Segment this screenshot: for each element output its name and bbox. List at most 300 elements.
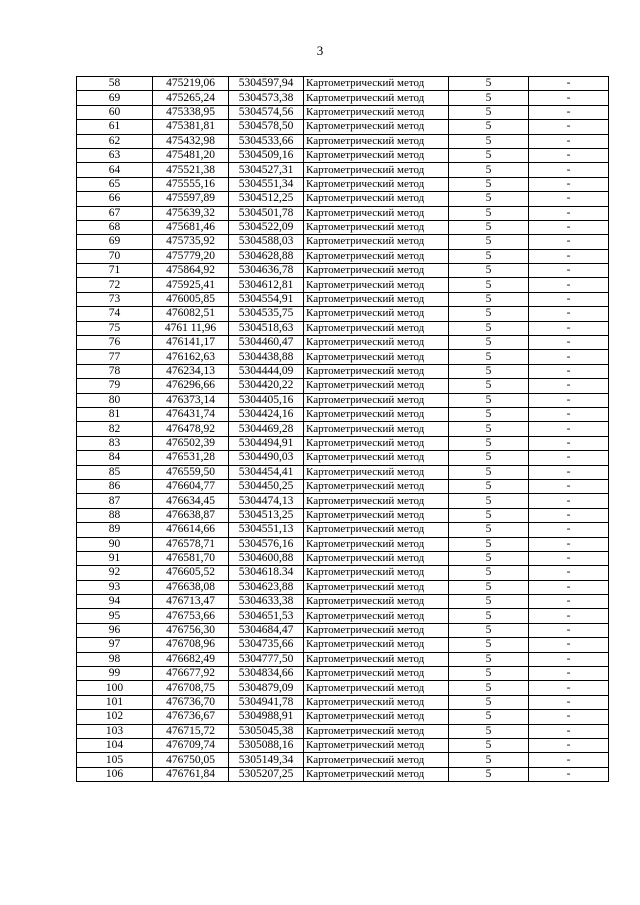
accuracy-cell: 5	[449, 292, 529, 306]
x-coordinate-cell: 475597,89	[153, 192, 229, 206]
method-cell: Картометрический метод	[304, 724, 449, 738]
y-coordinate-cell: 5305207,25	[229, 767, 304, 781]
accuracy-cell: 5	[449, 77, 529, 91]
y-coordinate-cell: 5304438,88	[229, 350, 304, 364]
y-coordinate-cell: 5304879,09	[229, 681, 304, 695]
extra-cell: -	[529, 523, 609, 537]
y-coordinate-cell: 5304424,16	[229, 407, 304, 421]
point-number-cell: 61	[77, 120, 153, 134]
method-cell: Картометрический метод	[304, 494, 449, 508]
x-coordinate-cell: 476614,66	[153, 523, 229, 537]
y-coordinate-cell: 5304501,78	[229, 206, 304, 220]
table-row	[77, 134, 609, 148]
point-number-cell: 104	[77, 738, 153, 752]
table-row	[77, 77, 609, 91]
table-row	[77, 681, 609, 695]
table-row	[77, 105, 609, 119]
table-row	[77, 623, 609, 637]
table-row	[77, 667, 609, 681]
extra-cell: -	[529, 724, 609, 738]
extra-cell: -	[529, 595, 609, 609]
y-coordinate-cell: 5305149,34	[229, 753, 304, 767]
accuracy-cell: 5	[449, 451, 529, 465]
y-coordinate-cell: 5304405,16	[229, 393, 304, 407]
extra-cell: -	[529, 609, 609, 623]
extra-cell: -	[529, 220, 609, 234]
accuracy-cell: 5	[449, 595, 529, 609]
y-coordinate-cell: 5304623,88	[229, 580, 304, 594]
accuracy-cell: 5	[449, 220, 529, 234]
extra-cell: -	[529, 364, 609, 378]
accuracy-cell: 5	[449, 710, 529, 724]
accuracy-cell: 5	[449, 479, 529, 493]
table-row	[77, 638, 609, 652]
extra-cell: -	[529, 91, 609, 105]
extra-cell: -	[529, 638, 609, 652]
extra-cell: -	[529, 479, 609, 493]
accuracy-cell: 5	[449, 465, 529, 479]
point-number-cell: 64	[77, 163, 153, 177]
point-number-cell: 99	[77, 667, 153, 681]
table-row	[77, 652, 609, 666]
x-coordinate-cell: 476753,66	[153, 609, 229, 623]
extra-cell: -	[529, 667, 609, 681]
x-coordinate-cell: 476605,52	[153, 566, 229, 580]
x-coordinate-cell: 476373,14	[153, 393, 229, 407]
table-row	[77, 422, 609, 436]
method-cell: Картометрический метод	[304, 551, 449, 565]
point-number-cell: 79	[77, 379, 153, 393]
y-coordinate-cell: 5304612,81	[229, 278, 304, 292]
method-cell: Картометрический метод	[304, 393, 449, 407]
y-coordinate-cell: 5304551,13	[229, 523, 304, 537]
table-row	[77, 235, 609, 249]
y-coordinate-cell: 5304450,25	[229, 479, 304, 493]
x-coordinate-cell: 476082,51	[153, 307, 229, 321]
accuracy-cell: 5	[449, 264, 529, 278]
x-coordinate-cell: 475681,46	[153, 220, 229, 234]
point-number-cell: 80	[77, 393, 153, 407]
method-cell: Картометрический метод	[304, 695, 449, 709]
y-coordinate-cell: 5304735,66	[229, 638, 304, 652]
extra-cell: -	[529, 134, 609, 148]
accuracy-cell: 5	[449, 767, 529, 781]
method-cell: Картометрический метод	[304, 652, 449, 666]
x-coordinate-cell: 476634,45	[153, 494, 229, 508]
point-number-cell: 65	[77, 177, 153, 191]
x-coordinate-cell: 476715,72	[153, 724, 229, 738]
table-row	[77, 307, 609, 321]
x-coordinate-cell: 476750,05	[153, 753, 229, 767]
table-row	[77, 336, 609, 350]
x-coordinate-cell: 476713,47	[153, 595, 229, 609]
extra-cell: -	[529, 206, 609, 220]
accuracy-cell: 5	[449, 724, 529, 738]
point-number-cell: 95	[77, 609, 153, 623]
y-coordinate-cell: 5304834,66	[229, 667, 304, 681]
method-cell: Картометрический метод	[304, 479, 449, 493]
table-row	[77, 350, 609, 364]
table-row	[77, 465, 609, 479]
table-row	[77, 595, 609, 609]
method-cell: Картометрический метод	[304, 609, 449, 623]
accuracy-cell: 5	[449, 307, 529, 321]
accuracy-cell: 5	[449, 508, 529, 522]
extra-cell: -	[529, 508, 609, 522]
y-coordinate-cell: 5304522,09	[229, 220, 304, 234]
point-number-cell: 72	[77, 278, 153, 292]
point-number-cell: 98	[77, 652, 153, 666]
table-row	[77, 364, 609, 378]
accuracy-cell: 5	[449, 249, 529, 263]
extra-cell: -	[529, 336, 609, 350]
method-cell: Картометрический метод	[304, 249, 449, 263]
accuracy-cell: 5	[449, 580, 529, 594]
accuracy-cell: 5	[449, 177, 529, 191]
x-coordinate-cell: 476581,70	[153, 551, 229, 565]
method-cell: Картометрический метод	[304, 148, 449, 162]
point-number-cell: 69	[77, 91, 153, 105]
extra-cell: -	[529, 307, 609, 321]
y-coordinate-cell: 5304554,91	[229, 292, 304, 306]
y-coordinate-cell: 5304600,88	[229, 551, 304, 565]
method-cell: Картометрический метод	[304, 350, 449, 364]
x-coordinate-cell: 476578,71	[153, 537, 229, 551]
method-cell: Картометрический метод	[304, 753, 449, 767]
method-cell: Картометрический метод	[304, 177, 449, 191]
y-coordinate-cell: 5304533,66	[229, 134, 304, 148]
point-number-cell: 87	[77, 494, 153, 508]
method-cell: Картометрический метод	[304, 307, 449, 321]
extra-cell: -	[529, 551, 609, 565]
x-coordinate-cell: 476709,74	[153, 738, 229, 752]
point-number-cell: 105	[77, 753, 153, 767]
y-coordinate-cell: 5304454,41	[229, 465, 304, 479]
table-row	[77, 220, 609, 234]
y-coordinate-cell: 5304684,47	[229, 623, 304, 637]
x-coordinate-cell: 476502,39	[153, 436, 229, 450]
table-row	[77, 537, 609, 551]
y-coordinate-cell: 5304588,03	[229, 235, 304, 249]
coordinates-table	[76, 76, 609, 782]
method-cell: Картометрический метод	[304, 264, 449, 278]
x-coordinate-cell: 476736,70	[153, 695, 229, 709]
accuracy-cell: 5	[449, 278, 529, 292]
extra-cell: -	[529, 422, 609, 436]
method-cell: Картометрический метод	[304, 436, 449, 450]
x-coordinate-cell: 475864,92	[153, 264, 229, 278]
method-cell: Картометрический метод	[304, 638, 449, 652]
y-coordinate-cell: 5304578,50	[229, 120, 304, 134]
accuracy-cell: 5	[449, 681, 529, 695]
y-coordinate-cell: 5304513,25	[229, 508, 304, 522]
extra-cell: -	[529, 566, 609, 580]
table-row	[77, 148, 609, 162]
method-cell: Картометрический метод	[304, 407, 449, 421]
point-number-cell: 97	[77, 638, 153, 652]
accuracy-cell: 5	[449, 609, 529, 623]
method-cell: Картометрический метод	[304, 278, 449, 292]
accuracy-cell: 5	[449, 494, 529, 508]
y-coordinate-cell: 5304494,91	[229, 436, 304, 450]
x-coordinate-cell: 475639,32	[153, 206, 229, 220]
point-number-cell: 68	[77, 220, 153, 234]
extra-cell: -	[529, 148, 609, 162]
accuracy-cell: 5	[449, 134, 529, 148]
accuracy-cell: 5	[449, 551, 529, 565]
table-row	[77, 249, 609, 263]
accuracy-cell: 5	[449, 436, 529, 450]
method-cell: Картометрический метод	[304, 508, 449, 522]
table-row	[77, 753, 609, 767]
extra-cell: -	[529, 753, 609, 767]
x-coordinate-cell: 476682,49	[153, 652, 229, 666]
method-cell: Картометрический метод	[304, 120, 449, 134]
extra-cell: -	[529, 738, 609, 752]
y-coordinate-cell: 5304777,50	[229, 652, 304, 666]
extra-cell: -	[529, 120, 609, 134]
table-row	[77, 566, 609, 580]
extra-cell: -	[529, 249, 609, 263]
method-cell: Картометрический метод	[304, 767, 449, 781]
extra-cell: -	[529, 623, 609, 637]
extra-cell: -	[529, 321, 609, 335]
method-cell: Картометрический метод	[304, 710, 449, 724]
y-coordinate-cell: 5304633,38	[229, 595, 304, 609]
accuracy-cell: 5	[449, 379, 529, 393]
y-coordinate-cell: 5304597,94	[229, 77, 304, 91]
table-row	[77, 551, 609, 565]
extra-cell: -	[529, 767, 609, 781]
method-cell: Картометрический метод	[304, 738, 449, 752]
method-cell: Картометрический метод	[304, 379, 449, 393]
point-number-cell: 63	[77, 148, 153, 162]
x-coordinate-cell: 475381,81	[153, 120, 229, 134]
table-row	[77, 710, 609, 724]
x-coordinate-cell: 476559,50	[153, 465, 229, 479]
x-coordinate-cell: 476756,30	[153, 623, 229, 637]
y-coordinate-cell: 5304628,88	[229, 249, 304, 263]
point-number-cell: 85	[77, 465, 153, 479]
table-row	[77, 91, 609, 105]
table-row	[77, 523, 609, 537]
accuracy-cell: 5	[449, 321, 529, 335]
table-row	[77, 767, 609, 781]
point-number-cell: 66	[77, 192, 153, 206]
extra-cell: -	[529, 465, 609, 479]
accuracy-cell: 5	[449, 667, 529, 681]
method-cell: Картометрический метод	[304, 206, 449, 220]
accuracy-cell: 5	[449, 393, 529, 407]
extra-cell: -	[529, 192, 609, 206]
method-cell: Картометрический метод	[304, 77, 449, 91]
y-coordinate-cell: 5304535,75	[229, 307, 304, 321]
x-coordinate-cell: 476296,66	[153, 379, 229, 393]
point-number-cell: 86	[77, 479, 153, 493]
accuracy-cell: 5	[449, 120, 529, 134]
method-cell: Картометрический метод	[304, 566, 449, 580]
x-coordinate-cell: 475521,38	[153, 163, 229, 177]
x-coordinate-cell: 476638,87	[153, 508, 229, 522]
point-number-cell: 77	[77, 350, 153, 364]
x-coordinate-cell: 476478,92	[153, 422, 229, 436]
table-row	[77, 479, 609, 493]
y-coordinate-cell: 5304636,78	[229, 264, 304, 278]
point-number-cell: 75	[77, 321, 153, 335]
point-number-cell: 81	[77, 407, 153, 421]
table-row	[77, 609, 609, 623]
table-row	[77, 695, 609, 709]
method-cell: Картометрический метод	[304, 451, 449, 465]
point-number-cell: 73	[77, 292, 153, 306]
extra-cell: -	[529, 177, 609, 191]
table-row	[77, 379, 609, 393]
x-coordinate-cell: 476141,17	[153, 336, 229, 350]
point-number-cell: 89	[77, 523, 153, 537]
method-cell: Картометрический метод	[304, 422, 449, 436]
accuracy-cell: 5	[449, 336, 529, 350]
table-row	[77, 407, 609, 421]
y-coordinate-cell: 5304509,16	[229, 148, 304, 162]
y-coordinate-cell: 5304460,47	[229, 336, 304, 350]
extra-cell: -	[529, 407, 609, 421]
y-coordinate-cell: 5304420,22	[229, 379, 304, 393]
extra-cell: -	[529, 292, 609, 306]
method-cell: Картометрический метод	[304, 134, 449, 148]
y-coordinate-cell: 5304469,28	[229, 422, 304, 436]
x-coordinate-cell: 475925,41	[153, 278, 229, 292]
y-coordinate-cell: 5304444,09	[229, 364, 304, 378]
accuracy-cell: 5	[449, 537, 529, 551]
page-number: 3	[316, 43, 324, 58]
y-coordinate-cell: 5304551,34	[229, 177, 304, 191]
point-number-cell: 88	[77, 508, 153, 522]
method-cell: Картометрический метод	[304, 163, 449, 177]
method-cell: Картометрический метод	[304, 91, 449, 105]
x-coordinate-cell: 476531,28	[153, 451, 229, 465]
method-cell: Картометрический метод	[304, 537, 449, 551]
accuracy-cell: 5	[449, 422, 529, 436]
extra-cell: -	[529, 235, 609, 249]
y-coordinate-cell: 5304474,13	[229, 494, 304, 508]
x-coordinate-cell: 4761 11,96	[153, 321, 229, 335]
point-number-cell: 102	[77, 710, 153, 724]
extra-cell: -	[529, 695, 609, 709]
accuracy-cell: 5	[449, 206, 529, 220]
table-row	[77, 508, 609, 522]
accuracy-cell: 5	[449, 652, 529, 666]
y-coordinate-cell: 5305045,38	[229, 724, 304, 738]
y-coordinate-cell: 5304941,78	[229, 695, 304, 709]
point-number-cell: 70	[77, 249, 153, 263]
extra-cell: -	[529, 350, 609, 364]
point-number-cell: 74	[77, 307, 153, 321]
method-cell: Картометрический метод	[304, 105, 449, 119]
table-row	[77, 120, 609, 134]
x-coordinate-cell: 475432,98	[153, 134, 229, 148]
point-number-cell: 100	[77, 681, 153, 695]
point-number-cell: 106	[77, 767, 153, 781]
extra-cell: -	[529, 710, 609, 724]
method-cell: Картометрический метод	[304, 623, 449, 637]
x-coordinate-cell: 475735,92	[153, 235, 229, 249]
point-number-cell: 91	[77, 551, 153, 565]
table-row	[77, 393, 609, 407]
x-coordinate-cell: 476761,84	[153, 767, 229, 781]
table-body	[77, 77, 609, 782]
point-number-cell: 93	[77, 580, 153, 594]
point-number-cell: 60	[77, 105, 153, 119]
point-number-cell: 92	[77, 566, 153, 580]
extra-cell: -	[529, 681, 609, 695]
accuracy-cell: 5	[449, 407, 529, 421]
extra-cell: -	[529, 379, 609, 393]
x-coordinate-cell: 476162,63	[153, 350, 229, 364]
accuracy-cell: 5	[449, 235, 529, 249]
accuracy-cell: 5	[449, 350, 529, 364]
accuracy-cell: 5	[449, 105, 529, 119]
table-row	[77, 192, 609, 206]
method-cell: Картометрический метод	[304, 580, 449, 594]
extra-cell: -	[529, 105, 609, 119]
table-row	[77, 436, 609, 450]
point-number-cell: 67	[77, 206, 153, 220]
point-number-cell: 90	[77, 537, 153, 551]
method-cell: Картометрический метод	[304, 292, 449, 306]
x-coordinate-cell: 476677,92	[153, 667, 229, 681]
point-number-cell: 58	[77, 77, 153, 91]
point-number-cell: 78	[77, 364, 153, 378]
table-row	[77, 264, 609, 278]
y-coordinate-cell: 5305088,16	[229, 738, 304, 752]
y-coordinate-cell: 5304573,38	[229, 91, 304, 105]
accuracy-cell: 5	[449, 163, 529, 177]
accuracy-cell: 5	[449, 148, 529, 162]
accuracy-cell: 5	[449, 695, 529, 709]
x-coordinate-cell: 475338,95	[153, 105, 229, 119]
x-coordinate-cell: 475481,20	[153, 148, 229, 162]
accuracy-cell: 5	[449, 566, 529, 580]
table-row	[77, 580, 609, 594]
method-cell: Картометрический метод	[304, 667, 449, 681]
method-cell: Картометрический метод	[304, 465, 449, 479]
point-number-cell: 94	[77, 595, 153, 609]
point-number-cell: 76	[77, 336, 153, 350]
accuracy-cell: 5	[449, 623, 529, 637]
point-number-cell: 83	[77, 436, 153, 450]
x-coordinate-cell: 475265,24	[153, 91, 229, 105]
extra-cell: -	[529, 163, 609, 177]
point-number-cell: 84	[77, 451, 153, 465]
x-coordinate-cell: 476005,85	[153, 292, 229, 306]
extra-cell: -	[529, 77, 609, 91]
x-coordinate-cell: 476431,74	[153, 407, 229, 421]
table-row	[77, 163, 609, 177]
x-coordinate-cell: 476708,75	[153, 681, 229, 695]
method-cell: Картометрический метод	[304, 192, 449, 206]
method-cell: Картометрический метод	[304, 336, 449, 350]
extra-cell: -	[529, 652, 609, 666]
x-coordinate-cell: 475779,20	[153, 249, 229, 263]
y-coordinate-cell: 5304490,03	[229, 451, 304, 465]
x-coordinate-cell: 476708,96	[153, 638, 229, 652]
y-coordinate-cell: 5304618.34	[229, 566, 304, 580]
method-cell: Картометрический метод	[304, 523, 449, 537]
y-coordinate-cell: 5304988,91	[229, 710, 304, 724]
y-coordinate-cell: 5304518,63	[229, 321, 304, 335]
extra-cell: -	[529, 580, 609, 594]
table-row	[77, 451, 609, 465]
